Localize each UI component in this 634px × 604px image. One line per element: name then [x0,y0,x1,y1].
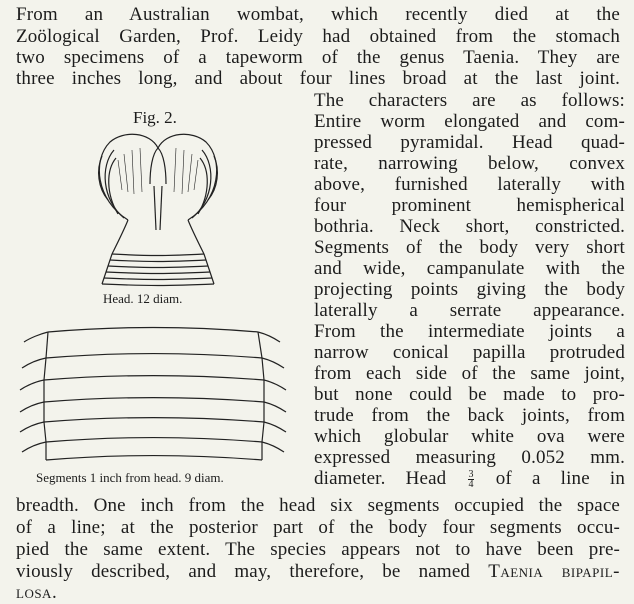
column-line-1: The characters are as follows: [314,90,625,111]
closing-line-1: breadth. One inch from the head six segments occupied the space [16,495,620,516]
closing-line-4 [16,561,620,583]
column-line-13: narrow conical papilla protruded [314,342,625,363]
column-line-10: projecting points giving the body [314,279,625,300]
column-line-15: but none could be made to pro- [314,384,625,405]
intro-line-4: three inches long, and about four lines broad at the last joint. [16,68,620,89]
column-line-6: four prominent hemispherical [314,195,625,216]
fraction-numerator: 3 [468,469,474,481]
diameter-line [314,468,625,490]
diameter-text-after: of a line in [495,468,625,489]
intro-line-3: two specimens of a tapeworm of the genus Taenia. They are [16,47,620,68]
column-line-5: above, furnished laterally with [314,174,625,195]
segments-illustration [18,318,288,468]
column-line-2: Entire worm elongated and com- [314,111,625,132]
column-line-16: trude from the back joints, from [314,405,625,426]
column-line-17: which globular white ova were [314,426,625,447]
diameter-text-before: diameter. Head [314,468,447,489]
species-name: Taenia bipapil- [488,561,621,582]
column-line-8: Segments of the body very short [314,237,625,258]
column-line-11: laterally a serrate appearance. [314,300,625,321]
closing-line-5 [16,582,57,604]
head-illustration [88,130,228,290]
head-caption: Head. 12 diam. [103,291,183,306]
column-line-4: rate, narrowing below, convex [314,153,625,174]
closing-text: viously described, and may, therefore, be named [16,561,471,582]
column-line-18: expressed measuring 0.052 mm. [314,447,625,468]
closing-line-3: pied the same extent. The species appears not to have been pre- [16,539,620,560]
intro-line-1: From an Australian wombat, which recently died at the [16,4,620,25]
closing-line-2: of a line; at the posterior part of the body four segments occu- [16,517,620,538]
fraction-denominator: 4 [468,479,474,491]
column-line-7: bothria. Neck short, constricted. [314,216,625,237]
column-line-14: from each side of the same joint, [314,363,625,384]
segments-caption: Segments 1 inch from head. 9 diam. [36,470,224,485]
species-name-end: losa. [16,582,58,603]
column-line-9: and wide, campanulate with the [314,258,625,279]
intro-line-2: Zoölogical Garden, Prof. Leidy had obtained from the stomach [16,26,620,47]
figure-label: Fig. 2. [133,108,177,127]
fraction [468,470,473,489]
column-line-12: From the intermediate joints a [314,321,625,342]
column-line-3: pressed pyramidal. Head quad- [314,132,625,153]
